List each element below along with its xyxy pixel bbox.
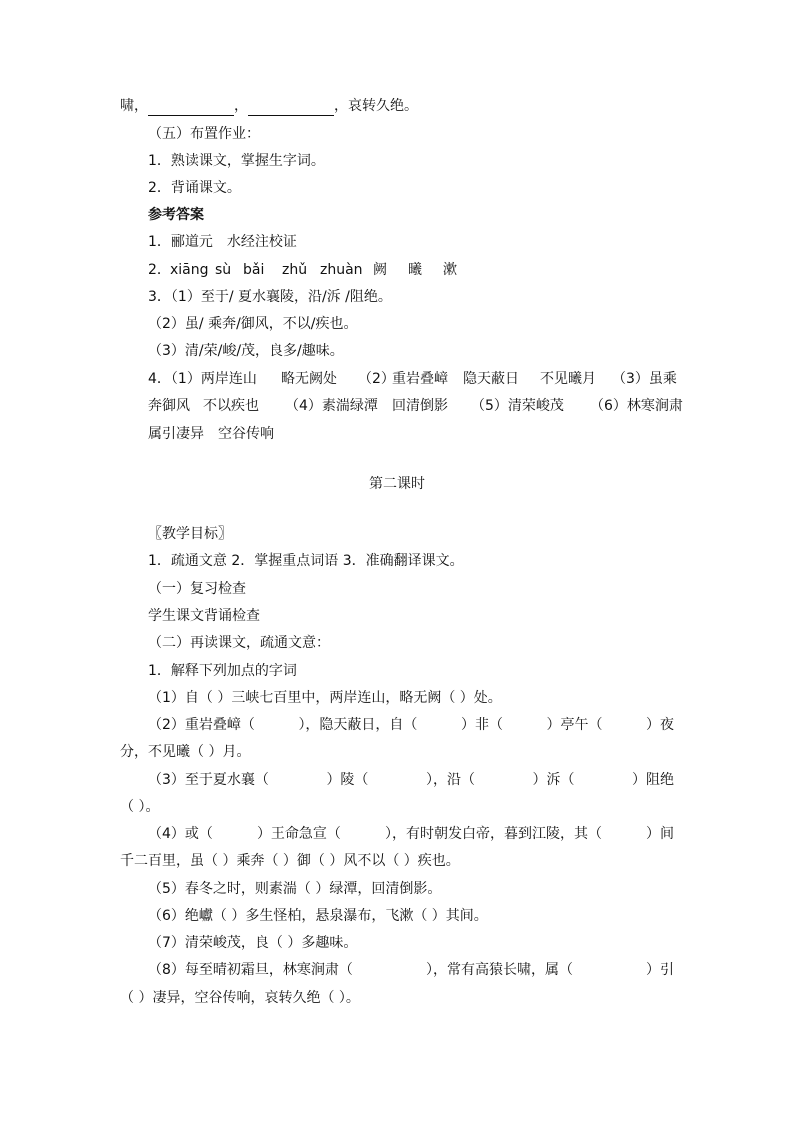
- q-part: ）引: [645, 962, 674, 978]
- answer-4-part: 不见曦月: [540, 371, 596, 387]
- q-part: ），沿（: [425, 772, 475, 788]
- answer-4-part: 略无阙处: [281, 371, 337, 387]
- question-1-4-line-b: 千二百里，虽（ ）乘奔（ ）御（ ）风不以（ ）疾也。: [120, 853, 460, 869]
- intro-line: [120, 96, 418, 116]
- answer-4-part: （5）清荣峻茂: [471, 398, 564, 414]
- pinyin-3: bǎi: [243, 262, 265, 278]
- q-part: ），常有高猿长啸，属（: [425, 962, 573, 978]
- answer-4-part: 重岩叠嶂: [392, 371, 448, 387]
- section-title: 第二课时: [369, 476, 425, 492]
- answer-4-part: （3）虽乘: [612, 371, 677, 387]
- fill-blank-1[interactable]: [148, 99, 234, 116]
- q-part: （8）每至晴初霜旦，林寒涧肃（: [148, 962, 353, 978]
- answer-4-part: 隐天蔽日: [463, 371, 519, 387]
- q-part: （3）至于夏水襄（: [148, 772, 269, 788]
- q-part: ），有时朝发白帝，暮到江陵，其（: [384, 826, 602, 842]
- question-1-2-line-a: [148, 715, 674, 735]
- question-1-1: （1）自（ ）三峡七百里中，两岸连山，略无阙（ ）处。: [148, 690, 502, 706]
- answer-4-part: （4）素湍绿潭: [285, 398, 378, 414]
- q-part: ），隐天蔽日，自（: [298, 717, 418, 733]
- answer-3-1: 3．（1）至于/ 夏水襄陵，沿/泝 /阻绝。: [148, 289, 392, 305]
- intro-pre: 啸，: [120, 98, 148, 114]
- q-part: ）非（: [460, 717, 503, 733]
- answer-3-3: （3）清/荣/峻/茂，良多/趣味。: [148, 343, 344, 359]
- pinyin-4: zhǔ: [282, 262, 308, 278]
- answer-4-part: 回清倒影: [392, 398, 448, 414]
- answers-heading: 参考答案: [148, 207, 204, 223]
- question-1-5: （5）春冬之时，则素湍（ ）绿潭，回清倒影。: [148, 881, 442, 897]
- goal-heading: 〖教学目标〗: [148, 526, 232, 542]
- char-1: 阙: [373, 262, 387, 278]
- question-1-8-line-b: （ ）凄异，空谷传响，哀转久绝（ ）。: [120, 990, 360, 1006]
- intro-post: ，哀转久绝。: [334, 98, 418, 114]
- review-text: 学生课文背诵检查: [148, 608, 260, 624]
- answer-2-num: 2．: [148, 262, 171, 278]
- goal-list: 1．疏通文意 2．掌握重点词语 3．准确翻译课文。: [148, 553, 464, 569]
- answer-4-part: （6）林寒涧肃: [590, 398, 683, 414]
- char-3: 漱: [443, 262, 457, 278]
- question-1-7: （7）清荣峻茂，良（ ）多趣味。: [148, 935, 358, 951]
- question-1-6: （6）绝巘（ ）多生怪柏，悬泉瀑布，飞漱（ ）其间。: [148, 908, 488, 924]
- q-part: ）泝（: [532, 772, 575, 788]
- answer-4-line-3: 属引凄异 空谷传响: [148, 426, 274, 442]
- q-part: ）陵（: [326, 772, 369, 788]
- question-1-3-line-b: （ ）。: [120, 799, 160, 815]
- reread-heading: （二）再读课文，疏通文意：: [148, 635, 330, 651]
- pinyin-1: xiāng: [170, 262, 209, 278]
- answer-4-part: 不以疾也: [203, 398, 259, 414]
- char-2: 曦: [408, 262, 422, 278]
- pinyin-2: sù: [215, 262, 232, 278]
- answer-4-part: （2）: [358, 371, 395, 387]
- answer-2: [148, 260, 171, 280]
- q-part: ）夜: [645, 717, 674, 733]
- question-1-3-line-a: [148, 770, 674, 790]
- q-part: ）亭午（: [546, 717, 603, 733]
- q-part: （2）重岩叠嶂（: [148, 717, 255, 733]
- q-part: （4）或（: [148, 826, 213, 842]
- fill-blank-2[interactable]: [248, 99, 334, 116]
- question-1-2-line-b: 分，不见曦（ ）月。: [120, 744, 251, 760]
- q-part: ）阻绝: [631, 772, 674, 788]
- question-1-heading: 1．解释下列加点的字词: [148, 663, 297, 679]
- q-part: ）王命急宣（: [256, 826, 341, 842]
- homework-item: 2．背诵课文。: [148, 180, 241, 196]
- answer-4-part: 奔御风: [148, 398, 190, 414]
- question-1-8-line-a: [148, 960, 674, 980]
- intro-sep: ，: [234, 98, 248, 114]
- homework-heading: （五）布置作业：: [148, 126, 260, 142]
- answer-1: 1．郦道元 水经注校证: [148, 234, 297, 250]
- q-part: ）间: [645, 826, 674, 842]
- review-heading: （一）复习检查: [148, 581, 246, 597]
- pinyin-5: zhuàn: [320, 262, 363, 278]
- answer-4-part: 4．（1）两岸连山: [148, 371, 257, 387]
- homework-item: 1．熟读课文，掌握生字词。: [148, 153, 325, 169]
- question-1-4-line-a: [148, 824, 674, 844]
- answer-3-2: （2）虽/ 乘奔/御风，不以/疾也。: [148, 316, 358, 332]
